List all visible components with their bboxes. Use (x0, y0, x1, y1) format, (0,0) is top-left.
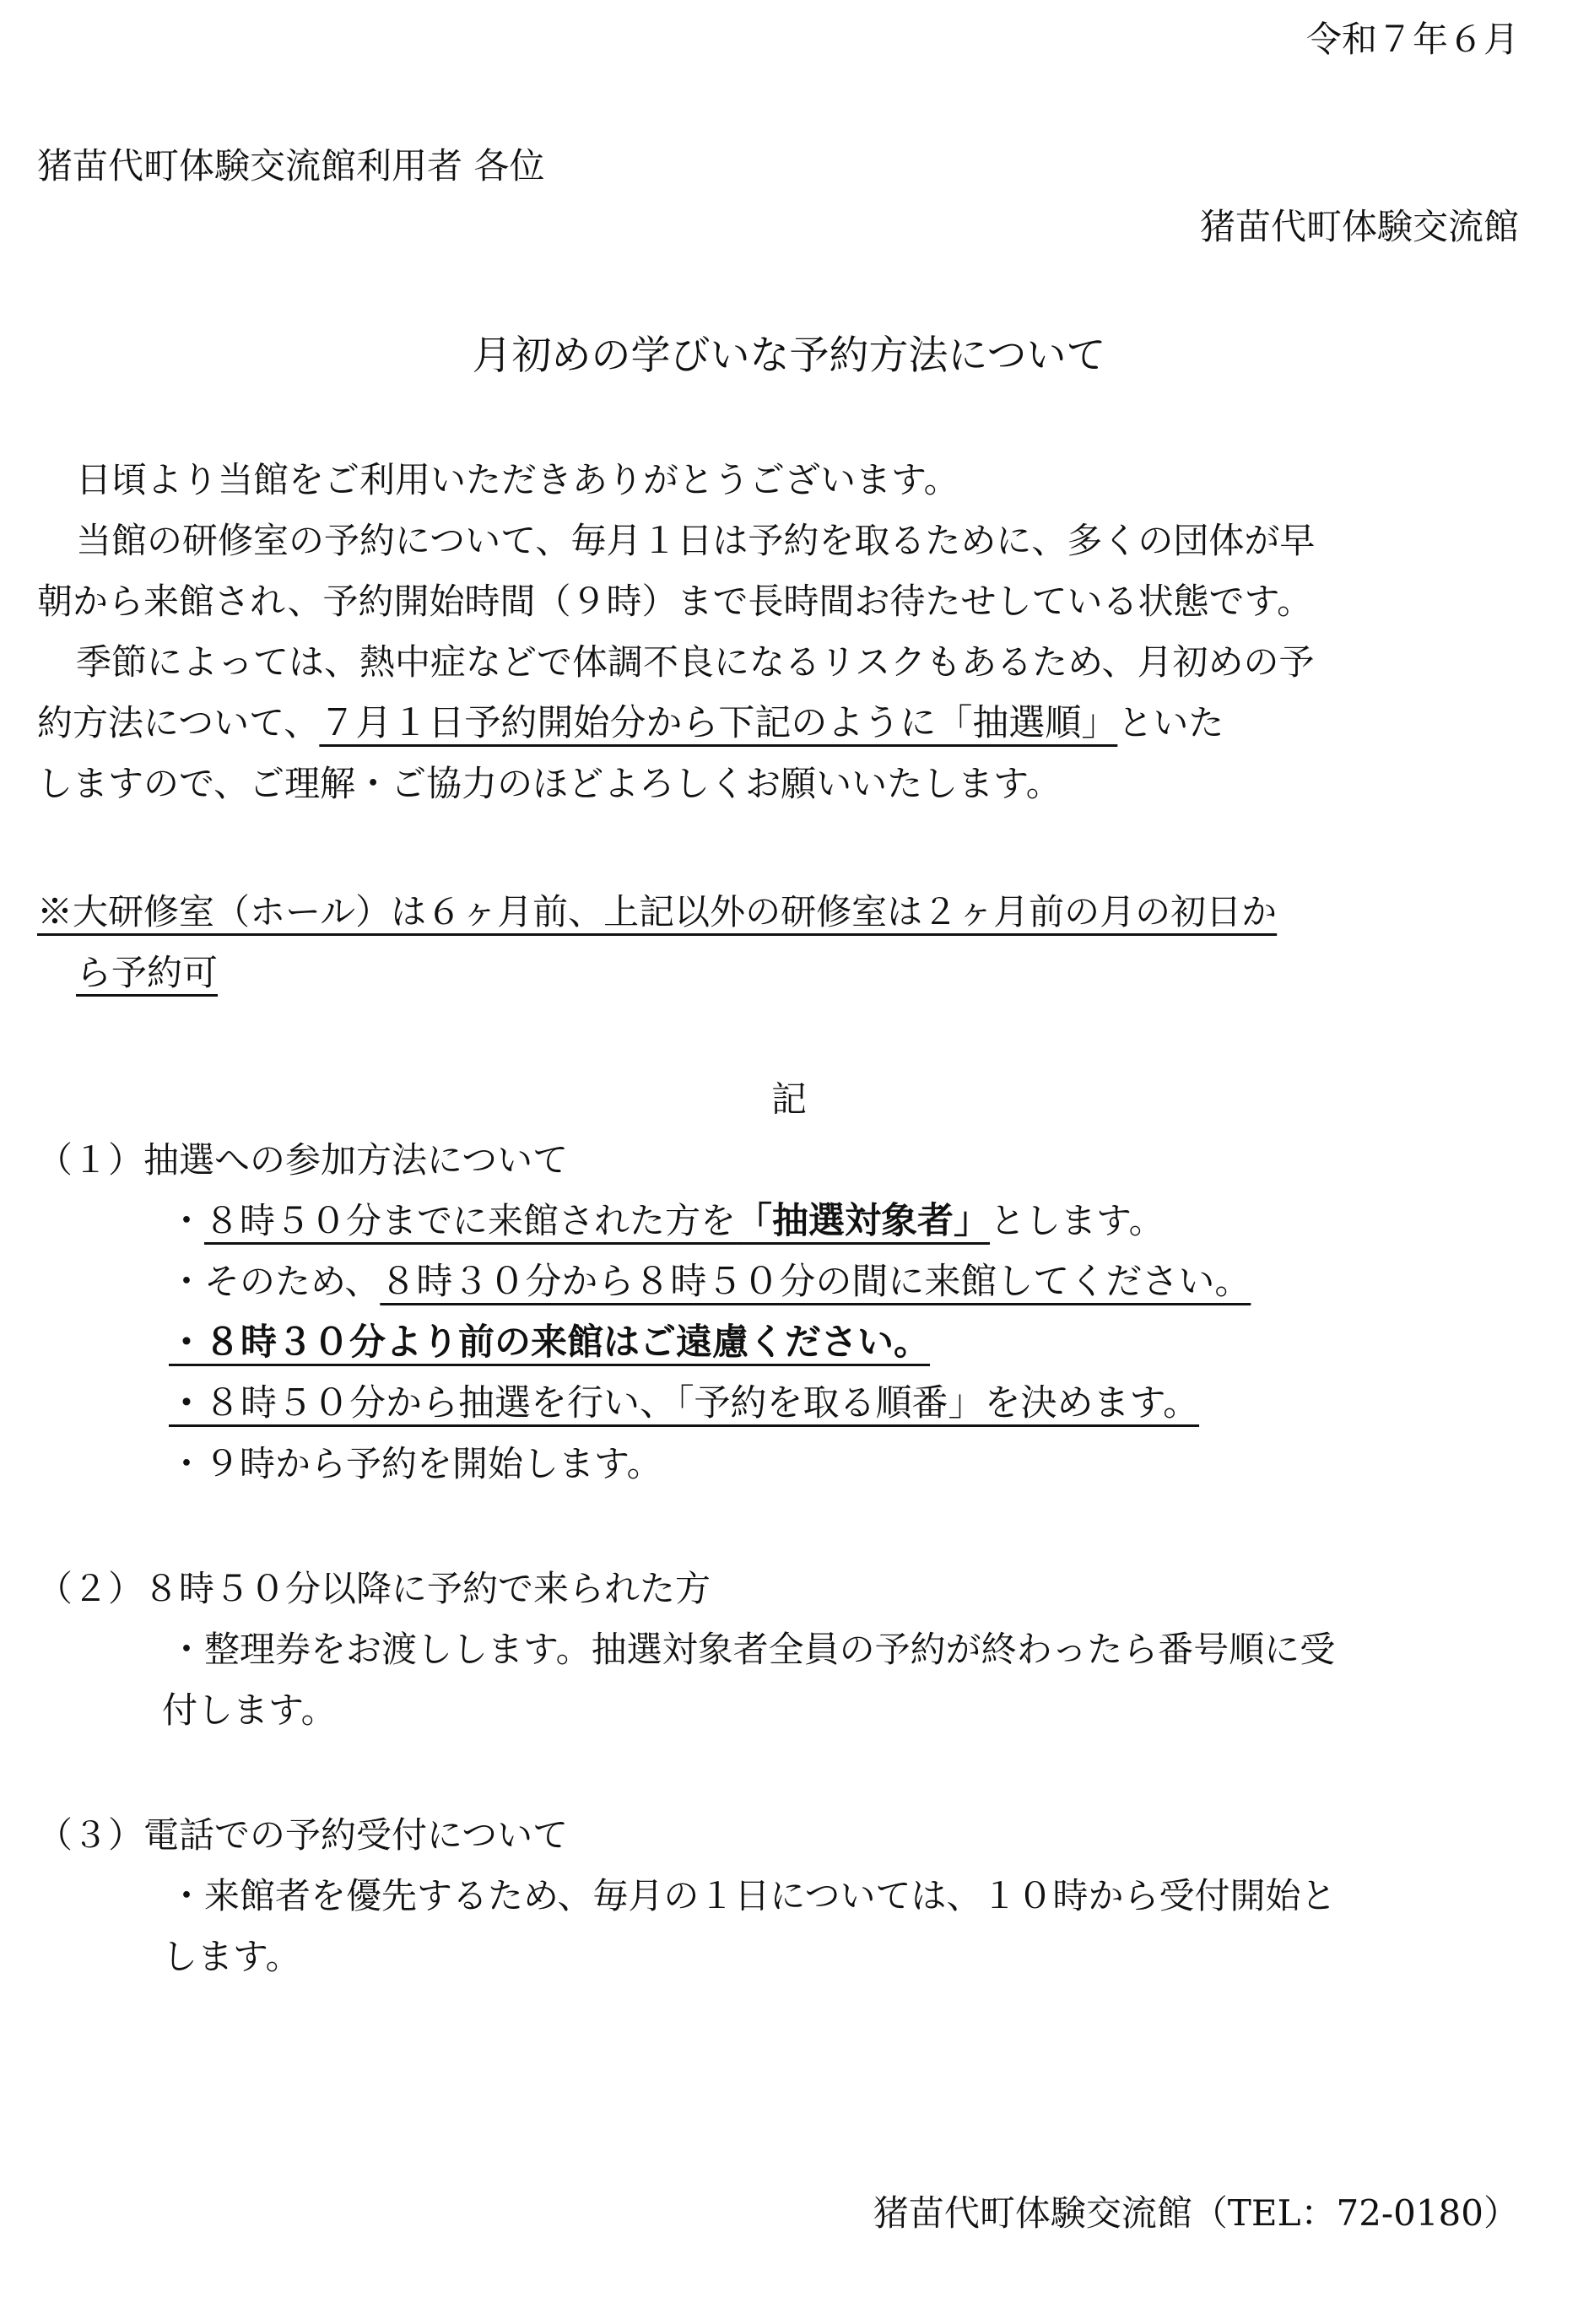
section2-line-1: ・整理券をお渡しします。抽選対象者全員の予約が終わったら番号順に受 (169, 1629, 1336, 1670)
s1-b2-emphasis: ８時３０分から８時５０分の間に来館してください。 (380, 1261, 1251, 1303)
sender: 猪苗代町体験交流館 (1199, 206, 1519, 247)
intro-line-5-pre: 約方法について、 (37, 702, 320, 743)
section3-line-2: します。 (162, 1936, 301, 1977)
footer-contact: 猪苗代町体験交流館（TEL：72-0180） (873, 2192, 1519, 2234)
section2-line-2: 付します。 (162, 1689, 337, 1731)
intro-line-6: しますので、ご理解・ご協力のほどよろしくお願いいたします。 (37, 763, 1062, 804)
bullet-mark: ・ (169, 1382, 205, 1424)
s1-b2-lead: ・そのため、 (169, 1261, 381, 1302)
note-line-2: ら予約可 (76, 952, 219, 993)
page-title: 月初めの学びいな予約方法について (472, 332, 1106, 379)
note-line-1: ※大研修室（ホール）は６ヶ月前、上記以外の研修室は２ヶ月前の月の初日か (37, 891, 1278, 932)
intro-line-2: 当館の研修室の予約について、毎月１日は予約を取るために、多くの団体が早 (76, 520, 1316, 561)
section1-heading: （１）抽選への参加方法について (37, 1139, 569, 1181)
section1-bullet-4 (169, 1382, 1200, 1424)
intro-line-5 (37, 702, 1224, 744)
bullet-mark: ・ (169, 1200, 205, 1241)
intro-emphasis: ７月１日予約開始分から下記のように「抽選順」 (319, 702, 1118, 744)
s1-b3-emphasis: ８時３０分より前の来館はご遠慮ください。 (204, 1321, 931, 1364)
bullet-mark: ・ (169, 1321, 205, 1363)
intro-line-4: 季節によっては、熱中症などで体調不良になるリスクもあるため、月初めの予 (76, 641, 1315, 683)
recipient: 猪苗代町体験交流館利用者 各位 (37, 145, 545, 186)
s1-b1-underlined: ８時５０分までに来館された方を (204, 1200, 737, 1241)
ki-heading: 記 (770, 1078, 807, 1120)
date: 令和７年６月 (1305, 19, 1519, 60)
section1-bullet-2 (169, 1261, 1251, 1303)
section3-heading: （３）電話での予約受付について (37, 1814, 569, 1856)
s1-b4-emphasis: ８時５０分から抽選を行い、「予約を取る順番」を決めます。 (204, 1382, 1200, 1424)
intro-line-1: 日頃より当館をご利用いただきありがとうございます。 (76, 459, 959, 500)
section1-bullet-1 (169, 1200, 1165, 1242)
intro-line-5-post: といた (1117, 702, 1224, 743)
lottery-target-term: 「抽選対象者」 (736, 1200, 991, 1242)
section3-line-1: ・来館者を優先するため、毎月の１日については、１０時から受付開始と (169, 1875, 1337, 1916)
section1-bullet-3 (169, 1321, 931, 1364)
intro-line-3: 朝から来館され、予約開始時間（９時）まで長時間お待たせしている状態です。 (37, 581, 1313, 622)
s1-b1-tail: とします。 (990, 1200, 1165, 1241)
section2-heading: （２）８時５０分以降に予約で来られた方 (37, 1568, 711, 1609)
section1-bullet-5: ・９時から予約を開始します。 (169, 1443, 662, 1484)
